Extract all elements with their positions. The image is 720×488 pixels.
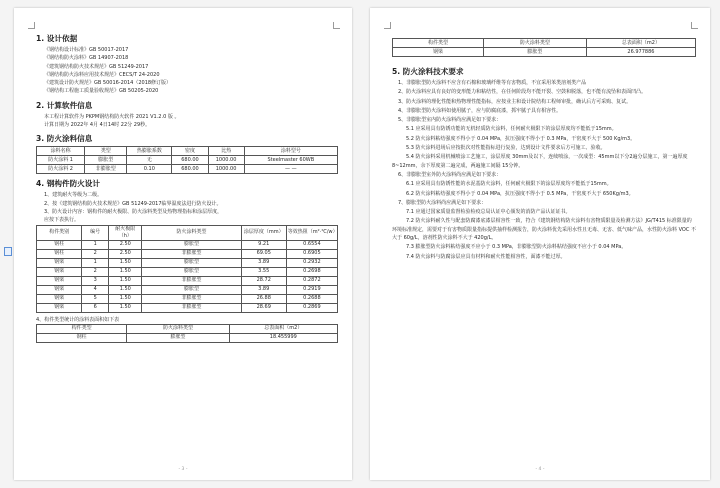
requirement-paragraph: 7.2 防火涂料耐久性与配套防腐漆底漆层相容性一致，符合《建筑钢结构防火涂料有害物质限量及检测方法》JG/T415 标准限量的环境标准规定，需要对于有害物质限量指标提供抽样检测报告，防火涂料优先采用水性且无毒、无害、低气味产品，水性防火涂料 VOC 不大于 60g/L，溶剂性防火涂料不大于 420g/L。: [392, 218, 696, 242]
requirement-paragraph: 6、非膨胀型室外防火涂料尚应满足如下要求：: [398, 171, 502, 178]
table-row: [37, 258, 338, 267]
document-page-4: [370, 8, 710, 480]
section-title-coating-info: 3. 防火涂料信息: [36, 134, 93, 144]
table-header-row: [37, 324, 338, 333]
table-cell: 6: [82, 303, 109, 312]
table-header-cell: 涂料型号: [244, 147, 337, 156]
table-cell: Steelmaster 60WB: [244, 156, 337, 165]
table-row: [37, 285, 338, 294]
table-cell: 3.89: [241, 285, 286, 294]
table-cell: 钢梁: [37, 276, 82, 285]
table-cell: 26.88: [241, 294, 286, 303]
text-line: 《钢结构工程施工质量验收规范》GB 50205-2020: [44, 88, 159, 95]
requirement-paragraph: 5.1 应采用具有防锈功能的无机轻质防火涂料，任何耐火极限下的涂层厚度均不能低于15mm。: [406, 126, 617, 133]
table-cell: 膨胀型: [85, 156, 127, 165]
text-line: 《钢结构设计标准》GB 50017-2017: [44, 47, 129, 53]
table-cell: 0.6905: [286, 249, 337, 258]
requirement-paragraph: 1、非膨胀型防火涂料不应含有石棉和玻璃纤维等有害物质，不宜采用苯类溶剂类产品: [398, 80, 587, 86]
table-cell: 钢梁: [37, 258, 82, 267]
table-cell: 18.455999: [229, 333, 337, 342]
text-line: 1、建筑耐火等级为二级。: [44, 192, 103, 199]
table-header-cell: 涂层厚度（mm）: [241, 225, 286, 240]
table-cell: 3.89: [241, 258, 286, 267]
table-header-cell: 总表面积（m2）: [586, 39, 695, 48]
table-cell: 膨胀型: [142, 240, 241, 249]
table-cell: 0.2932: [286, 258, 337, 267]
table-cell: 2.50: [109, 249, 142, 258]
table-cell: 钢梁: [37, 267, 82, 276]
text-line: 计算日期为 2022年 4月 4日14时 22分 29秒。: [44, 122, 151, 129]
table-cell: 3.55: [241, 267, 286, 276]
requirement-paragraph: 7.1 应通过国家质量监督检验检疫总局认证中心颁发的消防产品认证证书。: [406, 209, 571, 216]
requirement-paragraph: 5.3 防火涂料进场后应按批次对性能指标进行复验，达到设计文件要求后方可施工、验收。: [406, 145, 606, 152]
table-cell: 1000.00: [208, 165, 244, 174]
coating-requirements-list: [392, 79, 696, 261]
section-title-fire-design: 4. 钢构件防火设计: [36, 179, 100, 189]
table-header-cell: 防火涂料类型: [483, 39, 586, 48]
table-cell: 膨胀型: [142, 267, 241, 276]
table-row: [37, 249, 338, 258]
table-cell: 0.2869: [286, 303, 337, 312]
table-cell: 无: [127, 156, 172, 165]
table-cell: 钢柱: [37, 240, 82, 249]
table-cell: 0.10: [127, 165, 172, 174]
page-3-content: [36, 34, 338, 343]
requirement-paragraph: 5、非膨胀型室内防火涂料尚应满足如下要求：: [398, 117, 502, 124]
corner-mark: [691, 22, 698, 29]
page-number: - 3 -: [178, 467, 188, 472]
coating-info-table: [36, 146, 338, 174]
table-cell: 防火涂料 1: [37, 156, 85, 165]
requirement-paragraph: 5.4 防火涂料采用机械喷涂工艺施工，涂层厚度 30mm及以下，连续喷涂，一次成型：45mm以下分2遍分层施工，第一遍厚度 8~12mm，余下厚度第二遍完成，两遍施工间隔 15分钟。: [392, 154, 688, 169]
text-line: 3、防火设计内容：钢构件的耐火极限、防火涂料类型及热物理指标和涂层厚度，: [44, 208, 223, 215]
table-cell: 膨胀型: [142, 285, 241, 294]
area-table-note: 4、构件类型统计的涂料表面积如下表: [36, 316, 120, 323]
requirement-paragraph: 3、防火涂料的理化性能和热物理性能指标，应按业主和设计院结构工程师审批，确认后方可采购、复试。: [398, 98, 632, 105]
table-cell: 1.50: [109, 258, 142, 267]
requirement-paragraph: 7.3 膨胀型防火涂料粘结强度不应小于 0.3 MPa，非膨胀型防火涂料粘结强度不应小于 0.04 MPa。: [406, 244, 627, 251]
text-line: 本工程计算软件为 PKPM钢结构防火软件 2021 V1.2.0 版 。: [44, 113, 180, 120]
table-cell: 2: [82, 249, 109, 258]
member-fire-table: [36, 225, 338, 313]
table-cell: 680.00: [172, 165, 208, 174]
table-cell: 1: [82, 258, 109, 267]
table-cell: 28.69: [241, 303, 286, 312]
table-cell: 钢梁: [393, 48, 484, 57]
table-cell: 1.50: [109, 294, 142, 303]
coating-area-table: [36, 324, 338, 343]
table-cell: 5: [82, 294, 109, 303]
table-header-cell: 防火涂料类型: [127, 324, 229, 333]
table-cell: 680.00: [172, 156, 208, 165]
table-cell: 非膨胀型: [142, 303, 241, 312]
table-header-cell: 类型: [85, 147, 127, 156]
table-row: [37, 303, 338, 312]
table-cell: 钢梁: [37, 294, 82, 303]
requirement-paragraph: 7、膨胀型防火涂料尚应满足如下要求：: [398, 199, 487, 206]
table-header-cell: 构件类型: [393, 39, 484, 48]
table-row: [37, 276, 338, 285]
table-cell: 1000.00: [208, 156, 244, 165]
table-cell: 1.50: [109, 267, 142, 276]
text-line: 《建筑钢结构防火技术规范》GB 51249-2017: [44, 63, 149, 70]
table-header-cell: 编号: [82, 225, 109, 240]
text-line: 应按下表执行。: [44, 217, 80, 224]
table-header-cell: 等效热阻（m²·℃/w）: [286, 225, 337, 240]
table-cell: 膨胀型: [483, 48, 586, 57]
table-row: [37, 267, 338, 276]
table-cell: 0.2698: [286, 267, 337, 276]
software-info-list: [36, 113, 338, 130]
table-cell: 非膨胀型: [142, 276, 241, 285]
table-cell: 2.50: [109, 240, 142, 249]
table-row: [37, 165, 338, 174]
table-row: [37, 240, 338, 249]
table-header-cell: 构件类型: [37, 324, 127, 333]
section-title-software: 2. 计算软件信息: [36, 100, 93, 110]
fire-design-notes: [36, 191, 338, 224]
table-header-row: [393, 39, 696, 48]
document-side-icon[interactable]: [4, 247, 12, 256]
requirement-paragraph: 4、非膨胀型防火涂料如使用腻子，应与防腐底漆，抓牢腻子具有相容性。: [398, 107, 562, 114]
requirement-paragraph: 6.2 防火涂料粘结强度不得小于 0.04 MPa，抗压强度不得小于 0.5 MPa，干密度不大于 650Kg/m3。: [406, 190, 634, 197]
table-header-cell: 热膨胀系数: [127, 147, 172, 156]
table-cell: 非膨胀型: [142, 249, 241, 258]
requirement-paragraph: 2、防火涂料应具有良好的变形能力和粘结性，在任何阶段均不能开裂、空鼓和脱落，也不能有流坠和表面凹凸。: [398, 89, 647, 96]
table-cell: 钢梁: [37, 303, 82, 312]
table-cell: 0.2872: [286, 276, 337, 285]
table-cell: 防火涂料 2: [37, 165, 85, 174]
requirement-paragraph: 6.1 应采用具有防锈性能的水泥基防火涂料，任何耐火极限下的涂层厚度均不能低于15mm。: [406, 181, 612, 188]
page-4-content: [392, 38, 696, 262]
table-cell: 1: [82, 240, 109, 249]
table-row: [393, 48, 696, 57]
page-number: - 4 -: [535, 467, 545, 472]
table-cell: 0.6554: [286, 240, 337, 249]
table-cell: 2: [82, 267, 109, 276]
table-cell: 69.05: [241, 249, 286, 258]
requirement-paragraph: 7.4 防火涂料与防腐涂层应具有材料和耐火性能相容性，面漆不能过厚。: [406, 253, 566, 260]
table-cell: 非膨胀型: [85, 165, 127, 174]
text-line: 《建筑设计防火规范》GB 50016-2014（2018修订版）: [44, 80, 172, 87]
table-cell: 非膨胀型: [142, 294, 241, 303]
table-header-row: [37, 225, 338, 240]
table-cell: 0.2919: [286, 285, 337, 294]
table-header-cell: 总表面积（m2）: [229, 324, 337, 333]
table-cell: 膨胀型: [142, 258, 241, 267]
text-line: 《钢结构防火涂料》GB 14907-2018: [44, 55, 129, 62]
table-cell: 钢梁: [37, 285, 82, 294]
table-header-cell: 密度: [172, 147, 208, 156]
table-header-cell: 比热: [208, 147, 244, 156]
table-cell: 1.50: [109, 285, 142, 294]
table-row: [37, 156, 338, 165]
table-row: [37, 333, 338, 342]
document-page-3: [14, 8, 352, 480]
table-cell: 26.977886: [586, 48, 695, 57]
table-cell: 0.2688: [286, 294, 337, 303]
table-header-row: [37, 147, 338, 156]
table-row: [37, 294, 338, 303]
table-cell: 28.72: [241, 276, 286, 285]
table-cell: 1.50: [109, 276, 142, 285]
text-line: 2、按《建筑钢结构防火技术规范》GB 51249-2017临界温度法进行防火设计。: [44, 200, 222, 207]
table-header-cell: 防火涂料类型: [142, 225, 241, 240]
table-cell: 4: [82, 285, 109, 294]
table-cell: 1.50: [109, 303, 142, 312]
corner-mark: [333, 22, 340, 29]
table-header-cell: 涂料名称: [37, 147, 85, 156]
table-cell: — —: [244, 165, 337, 174]
section-title-coating-requirements: 5. 防火涂料技术要求: [392, 67, 464, 76]
table-cell: 钢柱: [37, 333, 127, 342]
table-cell: 3: [82, 276, 109, 285]
table-header-cell: 构件类别: [37, 225, 82, 240]
table-cell: 钢柱: [37, 249, 82, 258]
corner-mark: [28, 22, 35, 29]
table-header-cell: 耐火极限（h）: [109, 225, 142, 240]
section-title-design-basis: 1. 设计依据: [36, 34, 78, 43]
table-cell: 9.21: [241, 240, 286, 249]
coating-area-table-continued: [392, 38, 696, 57]
design-basis-list: [36, 46, 338, 96]
text-line: 《钢结构防火涂料应用技术规范》CECS/T 24-2020: [44, 71, 160, 78]
requirement-paragraph: 5.2 防火涂料粘结强度不得小于 0.04 MPa，抗压强度不得小于 0.3 MPa，干密度不大于 500 Kg/m3。: [406, 135, 636, 142]
corner-mark: [384, 22, 391, 29]
table-cell: 膨胀型: [127, 333, 229, 342]
